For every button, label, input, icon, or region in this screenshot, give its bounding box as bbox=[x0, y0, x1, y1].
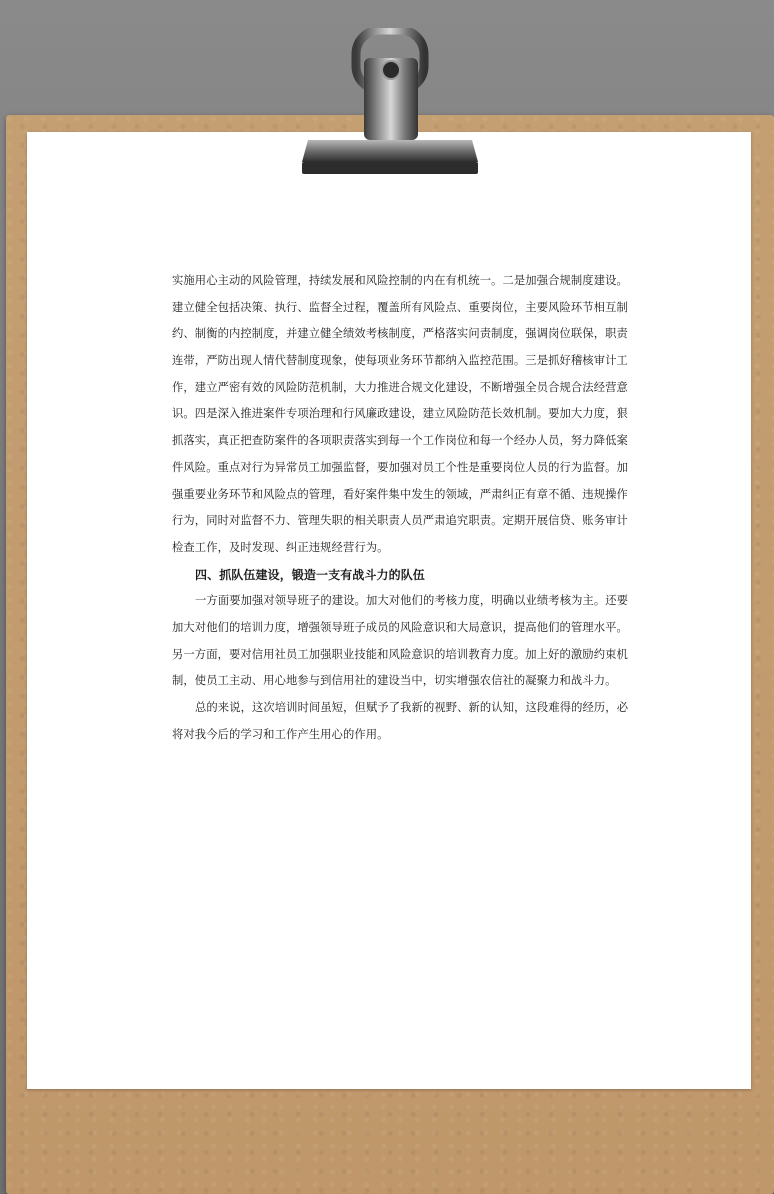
text-line: 抓落实，真正把查防案件的各项职责落实到每一个工作岗位和每一个经办人员，努力降低案 bbox=[172, 434, 628, 448]
text-line: 加大对他们的培训力度，增强领导班子成员的风险意识和大局意识，提高他们的管理水平。 bbox=[172, 620, 628, 634]
text-line: 另一方面，要对信用社员工加强职业技能和风险意识的培训教育力度。加上好的激励约束机 bbox=[172, 647, 628, 661]
text-line: 建立健全包括决策、执行、监督全过程，覆盖所有风险点、重要岗位，主要风险环节相互制 bbox=[172, 300, 628, 314]
text-line: 连带，严防出现人情代替制度现象，使每项业务环节都纳入监控范围。三是抓好稽核审计工 bbox=[172, 354, 628, 368]
text-line: 行为，同时对监督不力、管理失职的相关职责人员严肃追究职责。定期开展信贷、账务审计 bbox=[172, 514, 628, 528]
text-line: 制，使员工主动、用心地参与到信用社的建设当中，切实增强农信社的凝聚力和战斗力。 bbox=[172, 674, 617, 688]
text-line: 作，建立严密有效的风险防范机制，大力推进合规文化建设，不断增强全员合规合法经营意 bbox=[172, 380, 628, 394]
binder-clip-icon bbox=[292, 28, 482, 178]
text-line: 件风险。重点对行为异常员工加强监督，要加强对员工个性是重要岗位人员的行为监督。加 bbox=[172, 460, 628, 474]
text-line: 强重要业务环节和风险点的管理，看好案件集中发生的领域，严肃纠正有章不循、违规操作 bbox=[172, 487, 628, 501]
section-heading: 四、抓队伍建设，锻造一支有战斗力的队伍 bbox=[195, 567, 425, 582]
text-line: 一方面要加强对领导班子的建设。加大对他们的考核力度，明确以业绩考核为主。还要 bbox=[195, 594, 629, 608]
text-line: 实施用心主动的风险管理，持续发展和风险控制的内在有机统一。二是加强合规制度建设。 bbox=[172, 274, 628, 287]
text-line: 约、制衡的内控制度，并建立健全绩效考核制度，严格落实问责制度，强调岗位联保，职责 bbox=[172, 327, 628, 341]
text-line: 检查工作，及时发现、纠正违规经营行为。 bbox=[172, 540, 389, 554]
text-line: 识。四是深入推进案件专项治理和行风廉政建设，建立风险防范长效机制。要加大力度，狠 bbox=[172, 407, 628, 421]
text-line: 总的来说，这次培训时间虽短，但赋予了我新的视野、新的认知，这段难得的经历，必 bbox=[195, 701, 629, 714]
document-body bbox=[172, 268, 629, 748]
text-line: 将对我今后的学习和工作产生用心的作用。 bbox=[172, 727, 389, 741]
